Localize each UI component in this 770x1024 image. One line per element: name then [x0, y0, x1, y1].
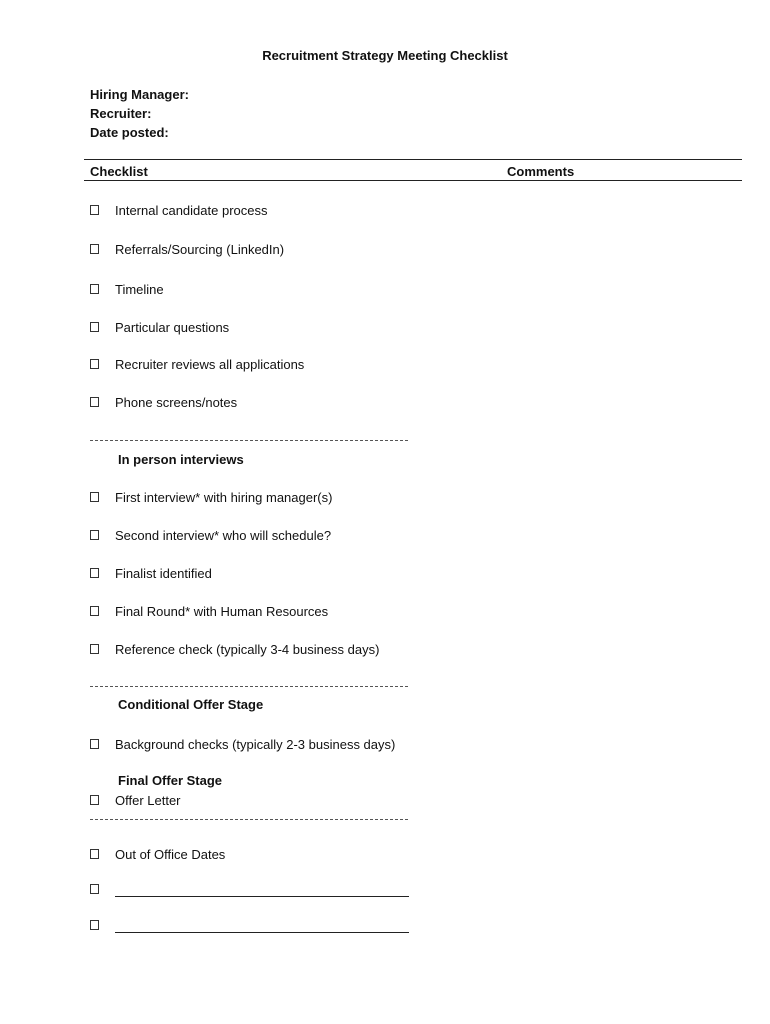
checkbox[interactable] [90, 568, 99, 578]
checklist-item-label: Phone screens/notes [115, 394, 238, 410]
checklist-item[interactable] [90, 280, 164, 298]
checklist-item-label: Timeline [115, 281, 164, 297]
checkbox[interactable] [90, 397, 99, 407]
section-divider [90, 440, 408, 441]
checklist-item[interactable] [90, 602, 328, 620]
checklist-item[interactable] [90, 240, 284, 258]
checkbox[interactable] [90, 322, 99, 332]
checklist-item[interactable] [90, 845, 225, 863]
checklist-item-label: Particular questions [115, 319, 230, 335]
checklist-item[interactable] [90, 488, 332, 506]
checklist-item-label: Referrals/Sourcing (LinkedIn) [115, 241, 285, 257]
blank-checklist-item[interactable] [90, 880, 409, 898]
header-top-rule [84, 159, 742, 160]
checklist-item-label: Final Round* with Human Resources [115, 603, 329, 619]
checklist-item-label: First interview* with hiring manager(s) [115, 489, 333, 505]
checklist-column-header: Checklist [90, 164, 148, 179]
section-divider [90, 686, 408, 687]
checkbox[interactable] [90, 205, 99, 215]
checklist-item-label: Background checks (typically 2-3 business days) [115, 736, 396, 752]
hiring-manager-label: Hiring Manager: [90, 87, 189, 102]
checkbox[interactable] [90, 244, 99, 254]
date-posted-label: Date posted: [90, 125, 169, 140]
section-heading-conditional-offer: Conditional Offer Stage [118, 697, 264, 712]
checklist-item-label: Internal candidate process [115, 202, 268, 218]
blank-line-field[interactable] [115, 918, 409, 933]
section-heading-final-offer: Final Offer Stage [118, 773, 223, 788]
checklist-item-label: Second interview* who will schedule? [115, 527, 332, 543]
checkbox[interactable] [90, 359, 99, 369]
blank-line-field[interactable] [115, 882, 409, 897]
header-bottom-rule [84, 180, 742, 181]
comments-column-header: Comments [507, 164, 575, 179]
checklist-item-label: Finalist identified [115, 565, 212, 581]
checklist-item[interactable] [90, 201, 267, 219]
checkbox[interactable] [90, 739, 99, 749]
checklist-item-label: Reference check (typically 3-4 business days) [115, 641, 380, 657]
checklist-item[interactable] [90, 735, 395, 753]
checklist-item[interactable] [90, 791, 181, 809]
checklist-item[interactable] [90, 355, 304, 373]
checkbox[interactable] [90, 644, 99, 654]
checklist-item[interactable] [90, 526, 331, 544]
checklist-item[interactable] [90, 640, 379, 658]
checkbox[interactable] [90, 920, 99, 930]
section-heading-in-person: In person interviews [118, 452, 244, 467]
checkbox[interactable] [90, 849, 99, 859]
checkbox[interactable] [90, 530, 99, 540]
checkbox[interactable] [90, 284, 99, 294]
checklist-item-label: Offer Letter [115, 792, 181, 808]
checklist-item-label: Out of Office Dates [115, 846, 226, 862]
checklist-item-label: Recruiter reviews all applications [115, 356, 305, 372]
blank-checklist-item[interactable] [90, 916, 409, 934]
checkbox[interactable] [90, 795, 99, 805]
checklist-item[interactable] [90, 318, 229, 336]
section-divider [90, 819, 408, 820]
recruiter-label: Recruiter: [90, 106, 152, 121]
checkbox[interactable] [90, 492, 99, 502]
checklist-item[interactable] [90, 393, 237, 411]
checkbox[interactable] [90, 884, 99, 894]
checklist-item[interactable] [90, 564, 212, 582]
checkbox[interactable] [90, 606, 99, 616]
page-title: Recruitment Strategy Meeting Checklist [262, 48, 508, 63]
